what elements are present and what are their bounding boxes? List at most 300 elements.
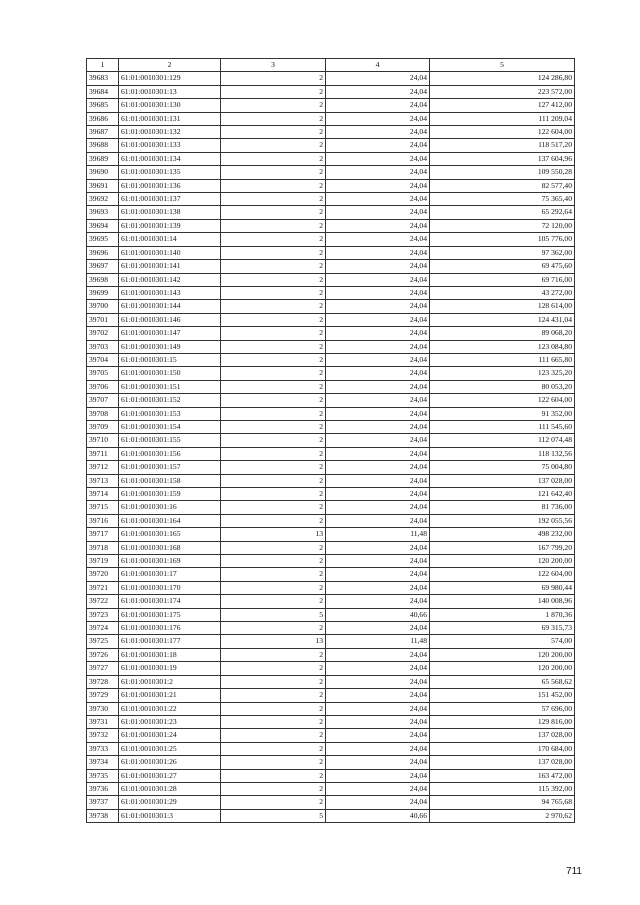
- value-cell: 123 325,20: [430, 367, 575, 380]
- count-cell: 2: [221, 796, 326, 809]
- count-cell: 2: [221, 380, 326, 393]
- table-row: [87, 394, 575, 407]
- cadastral-number-cell: 61:01:0010301:17: [119, 568, 221, 581]
- table-row: [87, 126, 575, 139]
- row-number-cell: 39698: [87, 273, 119, 286]
- row-number-cell: 39708: [87, 407, 119, 420]
- count-cell: 2: [221, 461, 326, 474]
- area-cell: 24,04: [326, 139, 430, 152]
- row-number-cell: 39710: [87, 434, 119, 447]
- table-row: [87, 488, 575, 501]
- table-row: [87, 112, 575, 125]
- value-cell: 65 292,64: [430, 206, 575, 219]
- count-cell: 2: [221, 729, 326, 742]
- area-cell: 40,66: [326, 608, 430, 621]
- cadastral-number-cell: 61:01:0010301:19: [119, 662, 221, 675]
- value-cell: 223 572,00: [430, 85, 575, 98]
- row-number-cell: 39731: [87, 715, 119, 728]
- count-cell: 2: [221, 595, 326, 608]
- row-number-cell: 39738: [87, 809, 119, 822]
- value-cell: 121 642,40: [430, 488, 575, 501]
- table-row: [87, 742, 575, 755]
- row-number-cell: 39685: [87, 99, 119, 112]
- area-cell: 11,48: [326, 635, 430, 648]
- table-row: [87, 313, 575, 326]
- row-number-cell: 39707: [87, 394, 119, 407]
- row-number-cell: 39725: [87, 635, 119, 648]
- area-cell: 24,04: [326, 246, 430, 259]
- row-number-cell: 39694: [87, 219, 119, 232]
- table-row: [87, 152, 575, 165]
- table-row: [87, 420, 575, 433]
- table-row: [87, 622, 575, 635]
- table-row: [87, 85, 575, 98]
- row-number-cell: 39700: [87, 300, 119, 313]
- value-cell: 120 200,00: [430, 648, 575, 661]
- area-cell: 40,66: [326, 809, 430, 822]
- table-row: [87, 139, 575, 152]
- cadastral-number-cell: 61:01:0010301:142: [119, 273, 221, 286]
- area-cell: 24,04: [326, 166, 430, 179]
- cadastral-number-cell: 61:01:0010301:23: [119, 715, 221, 728]
- row-number-cell: 39724: [87, 622, 119, 635]
- table-row: [87, 756, 575, 769]
- row-number-cell: 39699: [87, 286, 119, 299]
- cadastral-number-cell: 61:01:0010301:153: [119, 407, 221, 420]
- value-cell: 124 286,80: [430, 72, 575, 85]
- area-cell: 24,04: [326, 461, 430, 474]
- value-cell: 192 055,56: [430, 514, 575, 527]
- area-cell: 24,04: [326, 514, 430, 527]
- area-cell: 24,04: [326, 85, 430, 98]
- area-cell: 24,04: [326, 233, 430, 246]
- row-number-cell: 39696: [87, 246, 119, 259]
- cadastral-number-cell: 61:01:0010301:22: [119, 702, 221, 715]
- value-cell: 75 365,40: [430, 193, 575, 206]
- area-cell: 24,04: [326, 193, 430, 206]
- row-number-cell: 39719: [87, 555, 119, 568]
- cadastral-number-cell: 61:01:0010301:147: [119, 327, 221, 340]
- area-cell: 24,04: [326, 541, 430, 554]
- row-number-cell: 39717: [87, 528, 119, 541]
- row-number-cell: 39737: [87, 796, 119, 809]
- value-cell: 123 084,80: [430, 340, 575, 353]
- count-cell: 2: [221, 166, 326, 179]
- value-cell: 122 604,00: [430, 126, 575, 139]
- row-number-cell: 39730: [87, 702, 119, 715]
- count-cell: 2: [221, 434, 326, 447]
- area-cell: 24,04: [326, 72, 430, 85]
- cadastral-number-cell: 61:01:0010301:27: [119, 769, 221, 782]
- table-row: [87, 514, 575, 527]
- count-cell: 2: [221, 555, 326, 568]
- cadastral-number-cell: 61:01:0010301:176: [119, 622, 221, 635]
- count-cell: 2: [221, 206, 326, 219]
- table-row: [87, 300, 575, 313]
- count-cell: 13: [221, 635, 326, 648]
- count-cell: 2: [221, 501, 326, 514]
- value-cell: 120 200,00: [430, 555, 575, 568]
- value-cell: 82 577,40: [430, 179, 575, 192]
- cadastral-number-cell: 61:01:0010301:132: [119, 126, 221, 139]
- value-cell: 75 004,80: [430, 461, 575, 474]
- count-cell: 2: [221, 662, 326, 675]
- cadastral-number-cell: 61:01:0010301:29: [119, 796, 221, 809]
- value-cell: 137 604,96: [430, 152, 575, 165]
- count-cell: 2: [221, 193, 326, 206]
- area-cell: 24,04: [326, 756, 430, 769]
- value-cell: 91 352,00: [430, 407, 575, 420]
- table-row: [87, 528, 575, 541]
- value-cell: 72 120,00: [430, 219, 575, 232]
- table-row: [87, 434, 575, 447]
- row-number-cell: 39691: [87, 179, 119, 192]
- count-cell: 2: [221, 420, 326, 433]
- row-number-cell: 39706: [87, 380, 119, 393]
- cadastral-value-table: [86, 58, 575, 823]
- count-cell: 2: [221, 568, 326, 581]
- value-cell: 69 475,60: [430, 260, 575, 273]
- count-cell: 2: [221, 327, 326, 340]
- value-cell: 1 870,36: [430, 608, 575, 621]
- cadastral-number-cell: 61:01:0010301:168: [119, 541, 221, 554]
- count-cell: 2: [221, 126, 326, 139]
- count-cell: 2: [221, 514, 326, 527]
- cadastral-number-cell: 61:01:0010301:2: [119, 675, 221, 688]
- table-row: [87, 729, 575, 742]
- table-row: [87, 260, 575, 273]
- cadastral-number-cell: 61:01:0010301:138: [119, 206, 221, 219]
- area-cell: 24,04: [326, 622, 430, 635]
- cadastral-number-cell: 61:01:0010301:140: [119, 246, 221, 259]
- row-number-cell: 39688: [87, 139, 119, 152]
- area-cell: 24,04: [326, 648, 430, 661]
- count-cell: 2: [221, 689, 326, 702]
- row-number-cell: 39705: [87, 367, 119, 380]
- cadastral-number-cell: 61:01:0010301:169: [119, 555, 221, 568]
- count-cell: 5: [221, 809, 326, 822]
- table-row: [87, 555, 575, 568]
- area-cell: 24,04: [326, 689, 430, 702]
- row-number-cell: 39728: [87, 675, 119, 688]
- count-cell: 2: [221, 99, 326, 112]
- row-number-cell: 39701: [87, 313, 119, 326]
- table-row: [87, 769, 575, 782]
- cadastral-number-cell: 61:01:0010301:13: [119, 85, 221, 98]
- table-row: [87, 541, 575, 554]
- area-cell: 24,04: [326, 273, 430, 286]
- row-number-cell: 39687: [87, 126, 119, 139]
- table-row: [87, 809, 575, 822]
- count-cell: 2: [221, 702, 326, 715]
- row-number-cell: 39690: [87, 166, 119, 179]
- count-cell: 2: [221, 541, 326, 554]
- value-cell: 137 028,00: [430, 474, 575, 487]
- cadastral-number-cell: 61:01:0010301:146: [119, 313, 221, 326]
- area-cell: 24,04: [326, 219, 430, 232]
- row-number-cell: 39727: [87, 662, 119, 675]
- value-cell: 57 696,00: [430, 702, 575, 715]
- row-number-cell: 39686: [87, 112, 119, 125]
- area-cell: 24,04: [326, 796, 430, 809]
- row-number-cell: 39734: [87, 756, 119, 769]
- value-cell: 69 315,73: [430, 622, 575, 635]
- value-cell: 115 392,00: [430, 782, 575, 795]
- value-cell: 69 716,00: [430, 273, 575, 286]
- column-header-5: 5: [430, 59, 575, 72]
- count-cell: 2: [221, 260, 326, 273]
- count-cell: 2: [221, 233, 326, 246]
- table-row: [87, 447, 575, 460]
- value-cell: 65 568,62: [430, 675, 575, 688]
- cadastral-number-cell: 61:01:0010301:137: [119, 193, 221, 206]
- cadastral-number-cell: 61:01:0010301:135: [119, 166, 221, 179]
- area-cell: 24,04: [326, 501, 430, 514]
- cadastral-number-cell: 61:01:0010301:143: [119, 286, 221, 299]
- table-row: [87, 407, 575, 420]
- cadastral-number-cell: 61:01:0010301:134: [119, 152, 221, 165]
- cadastral-number-cell: 61:01:0010301:174: [119, 595, 221, 608]
- cadastral-number-cell: 61:01:0010301:165: [119, 528, 221, 541]
- row-number-cell: 39721: [87, 581, 119, 594]
- cadastral-number-cell: 61:01:0010301:159: [119, 488, 221, 501]
- cadastral-number-cell: 61:01:0010301:164: [119, 514, 221, 527]
- area-cell: 24,04: [326, 112, 430, 125]
- cadastral-number-cell: 61:01:0010301:131: [119, 112, 221, 125]
- value-cell: 127 412,00: [430, 99, 575, 112]
- cadastral-number-cell: 61:01:0010301:15: [119, 353, 221, 366]
- cadastral-number-cell: 61:01:0010301:28: [119, 782, 221, 795]
- area-cell: 24,04: [326, 394, 430, 407]
- cadastral-number-cell: 61:01:0010301:21: [119, 689, 221, 702]
- value-cell: 122 604,00: [430, 568, 575, 581]
- table-row: [87, 340, 575, 353]
- count-cell: 2: [221, 367, 326, 380]
- cadastral-number-cell: 61:01:0010301:157: [119, 461, 221, 474]
- value-cell: 43 272,00: [430, 286, 575, 299]
- area-cell: 24,04: [326, 488, 430, 501]
- cadastral-number-cell: 61:01:0010301:170: [119, 581, 221, 594]
- row-number-cell: 39729: [87, 689, 119, 702]
- value-cell: 124 431,04: [430, 313, 575, 326]
- count-cell: 2: [221, 139, 326, 152]
- row-number-cell: 39735: [87, 769, 119, 782]
- row-number-cell: 39703: [87, 340, 119, 353]
- area-cell: 24,04: [326, 152, 430, 165]
- table-row: [87, 380, 575, 393]
- value-cell: 111 209,04: [430, 112, 575, 125]
- table-row: [87, 648, 575, 661]
- area-cell: 11,48: [326, 528, 430, 541]
- cadastral-number-cell: 61:01:0010301:130: [119, 99, 221, 112]
- row-number-cell: 39704: [87, 353, 119, 366]
- row-number-cell: 39714: [87, 488, 119, 501]
- cadastral-number-cell: 61:01:0010301:18: [119, 648, 221, 661]
- table-row: [87, 206, 575, 219]
- value-cell: 89 068,20: [430, 327, 575, 340]
- area-cell: 24,04: [326, 407, 430, 420]
- row-number-cell: 39720: [87, 568, 119, 581]
- value-cell: 122 604,00: [430, 394, 575, 407]
- area-cell: 24,04: [326, 313, 430, 326]
- table-row: [87, 233, 575, 246]
- count-cell: 2: [221, 407, 326, 420]
- count-cell: 2: [221, 769, 326, 782]
- value-cell: 498 232,00: [430, 528, 575, 541]
- table-row: [87, 179, 575, 192]
- count-cell: 2: [221, 72, 326, 85]
- count-cell: 2: [221, 286, 326, 299]
- area-cell: 24,04: [326, 675, 430, 688]
- cadastral-number-cell: 61:01:0010301:155: [119, 434, 221, 447]
- value-cell: 170 684,00: [430, 742, 575, 755]
- row-number-cell: 39689: [87, 152, 119, 165]
- value-cell: 111 665,80: [430, 353, 575, 366]
- cadastral-number-cell: 61:01:0010301:25: [119, 742, 221, 755]
- count-cell: 2: [221, 648, 326, 661]
- count-cell: 2: [221, 742, 326, 755]
- area-cell: 24,04: [326, 300, 430, 313]
- cadastral-number-cell: 61:01:0010301:139: [119, 219, 221, 232]
- value-cell: 81 736,00: [430, 501, 575, 514]
- column-header-2: 2: [119, 59, 221, 72]
- table-row: [87, 367, 575, 380]
- row-number-cell: 39732: [87, 729, 119, 742]
- table-row: [87, 461, 575, 474]
- table-row: [87, 286, 575, 299]
- value-cell: 111 545,60: [430, 420, 575, 433]
- cadastral-number-cell: 61:01:0010301:24: [119, 729, 221, 742]
- table-row: [87, 327, 575, 340]
- count-cell: 2: [221, 112, 326, 125]
- count-cell: 2: [221, 300, 326, 313]
- row-number-cell: 39712: [87, 461, 119, 474]
- cadastral-number-cell: 61:01:0010301:149: [119, 340, 221, 353]
- count-cell: 2: [221, 179, 326, 192]
- table-row: [87, 99, 575, 112]
- count-cell: 2: [221, 152, 326, 165]
- area-cell: 24,04: [326, 286, 430, 299]
- row-number-cell: 39709: [87, 420, 119, 433]
- table-row: [87, 353, 575, 366]
- area-cell: 24,04: [326, 353, 430, 366]
- area-cell: 24,04: [326, 420, 430, 433]
- area-cell: 24,04: [326, 99, 430, 112]
- count-cell: 2: [221, 246, 326, 259]
- area-cell: 24,04: [326, 568, 430, 581]
- row-number-cell: 39693: [87, 206, 119, 219]
- count-cell: 2: [221, 782, 326, 795]
- count-cell: 2: [221, 581, 326, 594]
- page-number: 711: [566, 866, 582, 877]
- cadastral-number-cell: 61:01:0010301:152: [119, 394, 221, 407]
- area-cell: 24,04: [326, 447, 430, 460]
- value-cell: 118 517,20: [430, 139, 575, 152]
- area-cell: 24,04: [326, 179, 430, 192]
- cadastral-number-cell: 61:01:0010301:129: [119, 72, 221, 85]
- area-cell: 24,04: [326, 742, 430, 755]
- value-cell: 574,00: [430, 635, 575, 648]
- value-cell: 128 614,00: [430, 300, 575, 313]
- count-cell: 2: [221, 273, 326, 286]
- row-number-cell: 39733: [87, 742, 119, 755]
- table-row: [87, 675, 575, 688]
- area-cell: 24,04: [326, 769, 430, 782]
- table-row: [87, 702, 575, 715]
- area-cell: 24,04: [326, 434, 430, 447]
- table-row: [87, 635, 575, 648]
- table-row: [87, 662, 575, 675]
- area-cell: 24,04: [326, 662, 430, 675]
- row-number-cell: 39684: [87, 85, 119, 98]
- table-row: [87, 581, 575, 594]
- count-cell: 2: [221, 675, 326, 688]
- value-cell: 80 053,20: [430, 380, 575, 393]
- cadastral-number-cell: 61:01:0010301:26: [119, 756, 221, 769]
- row-number-cell: 39715: [87, 501, 119, 514]
- row-number-cell: 39683: [87, 72, 119, 85]
- area-cell: 24,04: [326, 581, 430, 594]
- value-cell: 109 550,28: [430, 166, 575, 179]
- cadastral-number-cell: 61:01:0010301:141: [119, 260, 221, 273]
- count-cell: 2: [221, 219, 326, 232]
- cadastral-number-cell: 61:01:0010301:151: [119, 380, 221, 393]
- cadastral-number-cell: 61:01:0010301:154: [119, 420, 221, 433]
- row-number-cell: 39695: [87, 233, 119, 246]
- area-cell: 24,04: [326, 555, 430, 568]
- area-cell: 24,04: [326, 595, 430, 608]
- value-cell: 118 132,56: [430, 447, 575, 460]
- area-cell: 24,04: [326, 327, 430, 340]
- row-number-cell: 39716: [87, 514, 119, 527]
- table-body: [87, 72, 575, 823]
- count-cell: 2: [221, 488, 326, 501]
- count-cell: 2: [221, 313, 326, 326]
- value-cell: 129 816,00: [430, 715, 575, 728]
- count-cell: 13: [221, 528, 326, 541]
- cadastral-number-cell: 61:01:0010301:177: [119, 635, 221, 648]
- value-cell: 167 799,20: [430, 541, 575, 554]
- area-cell: 24,04: [326, 474, 430, 487]
- table-row: [87, 782, 575, 795]
- value-cell: 94 765,68: [430, 796, 575, 809]
- value-cell: 137 028,00: [430, 756, 575, 769]
- table-row: [87, 474, 575, 487]
- count-cell: 2: [221, 394, 326, 407]
- cadastral-number-cell: 61:01:0010301:158: [119, 474, 221, 487]
- count-cell: 2: [221, 756, 326, 769]
- value-cell: 69 980,44: [430, 581, 575, 594]
- count-cell: 2: [221, 340, 326, 353]
- table-row: [87, 193, 575, 206]
- table-header-row: [87, 59, 575, 72]
- row-number-cell: 39711: [87, 447, 119, 460]
- cadastral-number-cell: 61:01:0010301:3: [119, 809, 221, 822]
- table-row: [87, 166, 575, 179]
- row-number-cell: 39722: [87, 595, 119, 608]
- area-cell: 24,04: [326, 782, 430, 795]
- column-header-4: 4: [326, 59, 430, 72]
- row-number-cell: 39736: [87, 782, 119, 795]
- count-cell: 2: [221, 622, 326, 635]
- area-cell: 24,04: [326, 702, 430, 715]
- value-cell: 120 200,00: [430, 662, 575, 675]
- value-cell: 137 028,00: [430, 729, 575, 742]
- value-cell: 151 452,00: [430, 689, 575, 702]
- area-cell: 24,04: [326, 729, 430, 742]
- area-cell: 24,04: [326, 260, 430, 273]
- column-header-1: 1: [87, 59, 119, 72]
